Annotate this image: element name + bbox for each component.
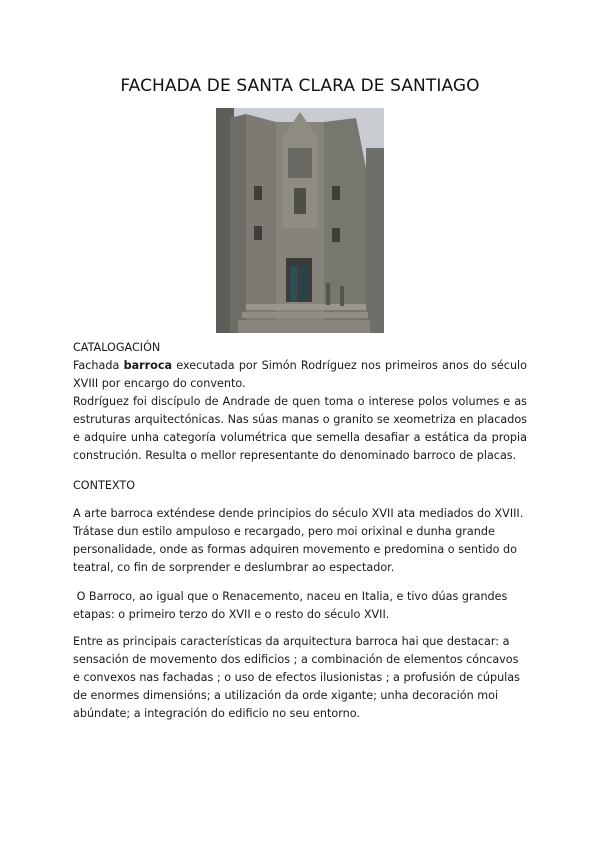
contexto-paragraph-3-wrap: [73, 633, 527, 723]
contexto-paragraph-3: Entre as principais características da arquitectura barroca hai que destacar: a sensación de movemento dos edificios ; a combinación de elementos cóncavos e convexos nas fachadas ; o uso de efectos ilusionistas ; a profusión de cúpulas de enormes dimensións; a utilización da orde xigante; unha decoración moi abúndate; a integración do edificio no seu entorno.: [73, 635, 520, 720]
page-title: FACHADA DE SANTA CLARA DE SANTIAGO: [120, 76, 480, 96]
contexto-paragraph-2-wrap: [73, 588, 527, 624]
section-heading-catalogacion: CATALOGACIÓN: [73, 341, 161, 354]
catalogacion-paragraph-1: [73, 357, 527, 393]
bold-term: barroca: [123, 359, 173, 372]
section-heading-contexto: CONTEXTO: [73, 479, 135, 492]
section-contexto: [73, 477, 527, 495]
text-fragment: executada por Simón Rodríguez nos primeiros anos do século XVIII por encargo do convento.: [73, 359, 528, 390]
facade-photo: [216, 108, 384, 333]
text-fragment: Fachada: [73, 359, 124, 372]
section-catalogacion: [73, 339, 527, 465]
catalogacion-paragraph-2: Rodríguez foi discípulo de Andrade de quen toma o interese polos volumes e as estruturas arquitectónicas. Nas súas manas o granito se xeometriza en placados e adquire unha categoría volumétrica que semella desafiar a estática da propia construción. Resulta o mellor representante do denominado barroco de placas.: [73, 395, 527, 462]
facade-photo-illustration: [216, 108, 384, 333]
contexto-paragraph-2: O Barroco, ao igual que o Renacemento, naceu en Italia, e tivo dúas grandes etapas: o primeiro terzo do XVII e o resto do século XVII.: [73, 590, 511, 621]
contexto-paragraph-1: A arte barroca exténdese dende principios do século XVII ata mediados do XVIII. Trátase dun estilo ampuloso e recargado, pero moi orixinal e dunha grande personalidade, onde as formas adquiren movemento e predomina o sentido do teatral, co fin de sorprender e deslumbrar ao espectador.: [73, 507, 524, 574]
contexto-paragraph-1-wrap: [73, 505, 527, 577]
